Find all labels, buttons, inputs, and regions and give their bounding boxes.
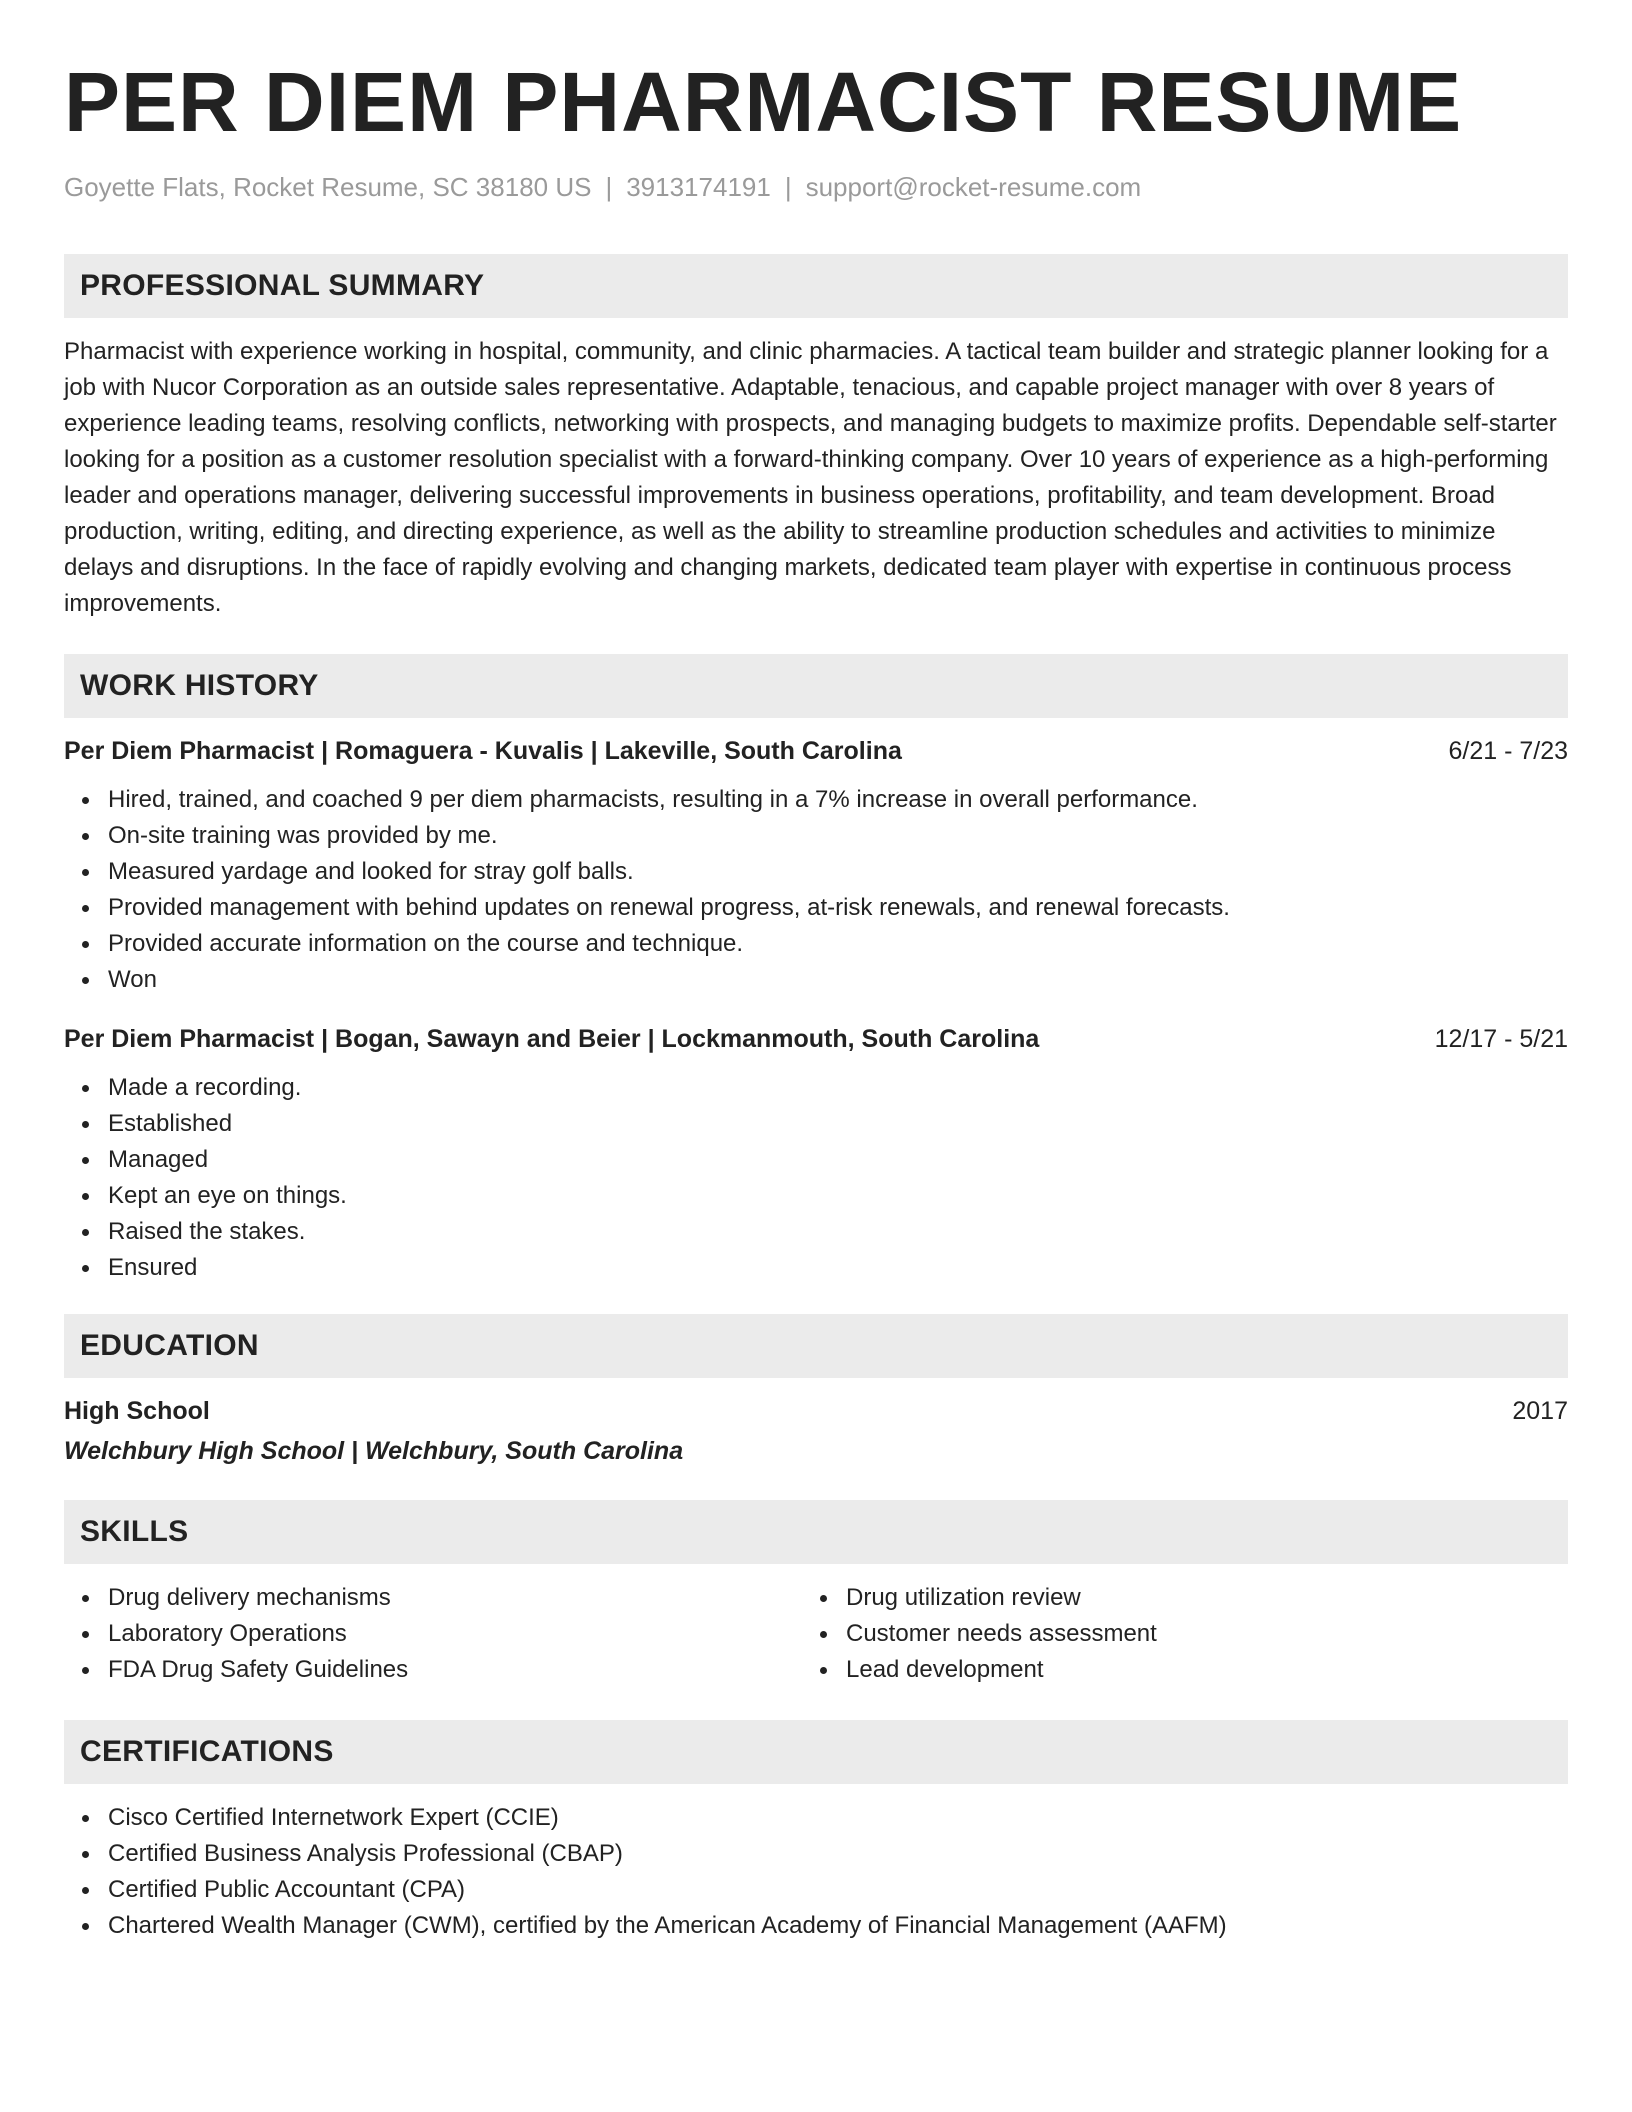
skills-grid <box>64 1580 1568 1688</box>
education-degree: High School <box>64 1397 210 1425</box>
job-dates: 12/17 - 5/21 <box>1434 1025 1568 1053</box>
section-header-skills <box>64 1500 1568 1564</box>
section-title: CERTIFICATIONS <box>80 1735 334 1768</box>
bullet-item: Provided accurate information on the course and technique. <box>64 926 1568 962</box>
contact-separator: | <box>784 172 792 202</box>
section-header-education <box>64 1314 1568 1378</box>
bullet-item: Hired, trained, and coached 9 per diem pharmacists, resulting in a 7% increase in overall performance. <box>64 782 1568 818</box>
job-dates: 6/21 - 7/23 <box>1448 737 1568 765</box>
bullet-item: Made a recording. <box>64 1070 1568 1106</box>
contact-line <box>64 170 1568 204</box>
bullet-item: On-site training was provided by me. <box>64 818 1568 854</box>
education-header <box>64 1394 1568 1428</box>
contact-separator: | <box>605 172 613 202</box>
job-title: Per Diem Pharmacist | Romaguera - Kuvalis | Lakeville, South Carolina <box>64 737 902 765</box>
job-title: Per Diem Pharmacist | Bogan, Sawayn and Beier | Lockmanmouth, South Carolina <box>64 1025 1040 1053</box>
section-title: WORK HISTORY <box>80 669 319 702</box>
skills-column-right <box>802 1580 1540 1688</box>
certification-item: Certified Business Analysis Professional (CBAP) <box>64 1836 1568 1872</box>
skills-column-left <box>64 1580 802 1688</box>
job-header <box>64 1022 1568 1056</box>
bullet-item: Ensured <box>64 1250 1568 1286</box>
bullet-item: Raised the stakes. <box>64 1214 1568 1250</box>
job-entry <box>64 734 1568 998</box>
skill-item: Drug utilization review <box>802 1580 1540 1616</box>
contact-email: support@rocket-resume.com <box>805 172 1142 202</box>
skill-item: Customer needs assessment <box>802 1616 1540 1652</box>
education-entry <box>64 1394 1568 1468</box>
summary-text: Pharmacist with experience working in hospital, community, and clinic pharmacies. A tactical team builder and strategic planner looking for a job with Nucor Corporation as an outside sales representative. Adaptable, tenacious, and capable project manager with over 8 years of experience leading teams, resolving conflicts, networking with prospects, and managing budgets to maximize profits. Dependable self-starter looking for a position as a customer resolution specialist with a forward-thinking company. Over 10 years of experience as a high-performing leader and operations manager, delivering successful improvements in business operations, profitability, and team development. Broad production, writing, editing, and directing experience, as well as the ability to streamline production schedules and activities to minimize delays and disruptions. In the face of rapidly evolving and changing markets, dedicated team player with expertise in continuous process improvements. <box>64 338 1557 617</box>
education-year: 2017 <box>1512 1397 1568 1425</box>
section-title: EDUCATION <box>80 1329 259 1362</box>
skill-item: Laboratory Operations <box>64 1616 802 1652</box>
job-bullets <box>64 1070 1568 1286</box>
bullet-item: Managed <box>64 1142 1568 1178</box>
section-header-work-history <box>64 654 1568 718</box>
section-header-summary <box>64 254 1568 318</box>
job-entry <box>64 1022 1568 1286</box>
skill-item: Drug delivery mechanisms <box>64 1580 802 1616</box>
section-title: SKILLS <box>80 1515 189 1548</box>
contact-phone: 3913174191 <box>626 172 771 202</box>
certification-item: Certified Public Accountant (CPA) <box>64 1872 1568 1908</box>
contact-address: Goyette Flats, Rocket Resume, SC 38180 US <box>64 172 592 202</box>
section-header-certifications <box>64 1720 1568 1784</box>
bullet-item: Kept an eye on things. <box>64 1178 1568 1214</box>
bullet-item: Measured yardage and looked for stray golf balls. <box>64 854 1568 890</box>
section-title: PROFESSIONAL SUMMARY <box>80 269 485 302</box>
skill-item: Lead development <box>802 1652 1540 1688</box>
resume-title: PER DIEM PHARMACIST RESUME <box>64 55 1463 149</box>
bullet-item: Won <box>64 962 1568 998</box>
certification-item: Chartered Wealth Manager (CWM), certified by the American Academy of Financial Management (AAFM) <box>64 1908 1568 1944</box>
certification-item: Cisco Certified Internetwork Expert (CCIE) <box>64 1800 1568 1836</box>
bullet-item: Provided management with behind updates on renewal progress, at-risk renewals, and renewal forecasts. <box>64 890 1568 926</box>
skill-item: FDA Drug Safety Guidelines <box>64 1652 802 1688</box>
education-school: Welchbury High School | Welchbury, South Carolina <box>64 1437 684 1465</box>
job-bullets <box>64 782 1568 998</box>
job-header <box>64 734 1568 768</box>
certifications-list <box>64 1800 1568 1944</box>
bullet-item: Established <box>64 1106 1568 1142</box>
